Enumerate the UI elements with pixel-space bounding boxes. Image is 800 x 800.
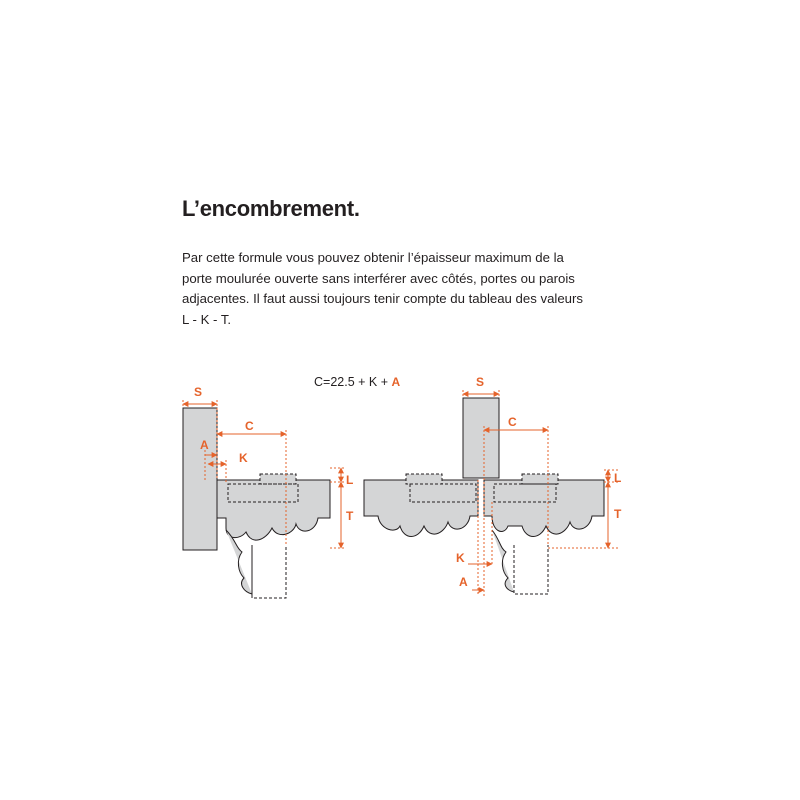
moulded-door-right	[484, 480, 604, 537]
middle-wall	[463, 398, 499, 478]
label-k-left: K	[239, 451, 248, 465]
label-c-left: C	[245, 419, 254, 433]
label-k-right: K	[456, 551, 465, 565]
open-door-outline-right	[514, 545, 548, 594]
formula: C=22.5 + K + A	[314, 375, 401, 389]
label-l-right: L	[614, 471, 622, 485]
label-c-right: C	[508, 415, 517, 429]
hinge-cup	[260, 474, 296, 484]
open-door-moulding-right	[492, 530, 514, 592]
label-s-right: S	[476, 375, 485, 389]
label-t-right: T	[614, 507, 622, 521]
hinge-cup-right	[522, 474, 558, 484]
intro-line: L - K - T.	[182, 312, 232, 328]
open-door-moulding	[226, 530, 252, 594]
label-s-left: S	[194, 385, 203, 399]
intro-line: porte moulurée ouverte sans interférer avec côtés, portes ou parois	[182, 270, 575, 286]
label-a-right: A	[459, 575, 468, 589]
adjacent-hinge-cup	[406, 474, 442, 484]
label-l-left: L	[346, 473, 354, 487]
intro-line: Par cette formule vous pouvez obtenir l’épaisseur maximum de la	[182, 250, 564, 265]
adjacent-door	[364, 480, 478, 537]
open-door-outline	[252, 545, 286, 598]
moulded-door	[217, 480, 330, 540]
side-wall	[183, 408, 217, 550]
intro-line: adjacentes. Il faut aussi toujours tenir compte du tableau des valeurs	[182, 291, 583, 307]
label-t-left: T	[346, 509, 354, 523]
page-title: L’encombrement.	[182, 196, 360, 221]
label-a-left: A	[200, 438, 209, 452]
left-figure	[183, 408, 330, 598]
